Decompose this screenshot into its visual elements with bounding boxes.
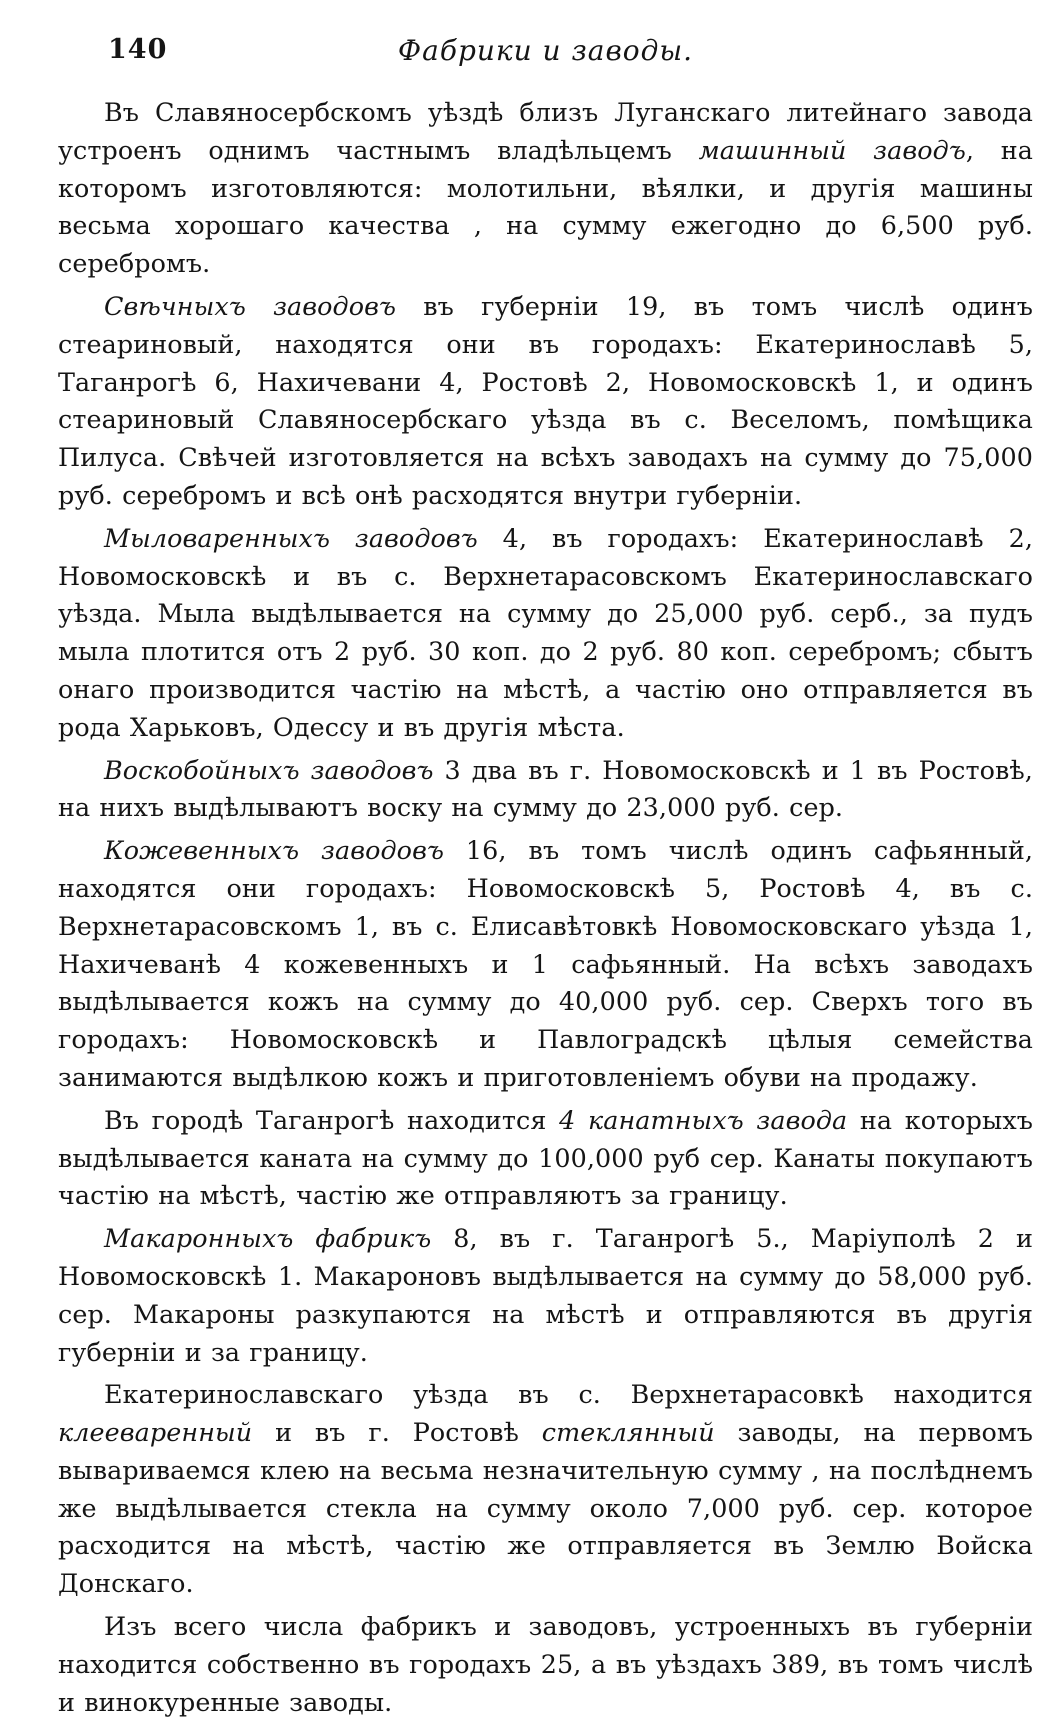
paragraph-wax-factories: Воскобойныхъ заводовъ 3 два въ г. Новомосковскѣ и 1 въ Ростовѣ, на нихъ выдѣлываютъ воску на сумму до 23,000 руб. сер. — [58, 754, 1033, 823]
emphasis-term: Свѣчныхъ заводовъ — [104, 290, 396, 321]
page-header — [58, 34, 1033, 76]
paragraph-totals: Изъ всего числа фабрикъ и заводовъ, устроенныхъ въ губерніи находится собственно въ городахъ 25, а въ уѣздахъ 389, въ томъ числѣ и винокуренные заводы. — [58, 1611, 1033, 1717]
paragraph-rope-factories: Въ городѣ Таганрогѣ находится 4 канатныхъ завода на которыхъ выдѣлывается каната на сумму до 100,000 руб сер. Канаты покупаютъ частію на мѣстѣ, частію же отправляютъ за границу. — [58, 1104, 1033, 1211]
emphasis-term: Воскобойныхъ заводовъ — [104, 754, 434, 785]
emphasis-term: 4 канатныхъ завода — [559, 1104, 848, 1135]
paragraph-machine-factory: Въ Славяносербскомъ уѣздѣ близъ Луганскаго литейнаго завода устроенъ однимъ частнымъ владѣльцемъ машинный заводъ, на которомъ изготовляются: молотильни, вѣялки, и другія машины весьма хорошаго качества , на сумму ежегодно до 6,500 руб. серебромъ. — [58, 97, 1033, 279]
paragraph-glue-glass-factories: Екатеринославскаго уѣзда въ с. Верхнетарасовкѣ находится клееваренный и въ г. Ростовѣ стеклянный заводы, на первомъ вывариваемся клею на весьма незначительную сумму , на послѣднемъ же выдѣлывается стекла на сумму около 7,000 руб. сер. которое расходится на мѣстѣ, частію же отправляется въ Землю Войска Донскаго. — [58, 1379, 1033, 1599]
paragraph-leather-factories: Кожевенныхъ заводовъ 16, въ томъ числѣ одинъ сафьянный, находятся они городахъ: Новомосковскѣ 5, Ростовѣ 4, въ с. Верхнетарасовскомъ 1, въ с. Елисавѣтовкѣ Новомосковскаго уѣзда 1, Нахичеванѣ 4 кожевенныхъ и 1 сафьянный. На всѣхъ заводахъ выдѣлывается кожъ на сумму до 40,000 руб. сер. Сверхъ того въ городахъ: Новомосковскѣ и Павлоградскѣ цѣлыя семейства занимаются выдѣлкою кожъ и приготовленіемъ обуви на продажу. — [58, 835, 1034, 1092]
emphasis-term: Макаронныхъ фабрикъ — [104, 1223, 432, 1254]
book-page — [58, 34, 1034, 1717]
emphasis-term: Мыловаренныхъ заводовъ — [104, 522, 478, 553]
running-title: Фабрики и заводы. — [397, 34, 694, 67]
emphasis-term: стеклянный — [541, 1417, 715, 1448]
emphasis-term: машинный заводъ — [698, 134, 966, 165]
paragraph-soap-factories: Мыловаренныхъ заводовъ 4, въ городахъ: Екатеринославѣ 2, Новомосковскѣ и въ с. Верхнетарасовскомъ Екатеринославскаго уѣзда. Мыла выдѣлывается на сумму до 25,000 руб. серб., за пудъ мыла плотится отъ 2 руб. 30 коп. до 2 руб. 80 коп. серебромъ; сбытъ онаго производится частію на мѣстѣ, а частію оно отправляется въ рода Харьковъ, Одессу и въ другія мѣста. — [58, 522, 1033, 742]
page-number: 140 — [108, 34, 168, 65]
emphasis-term: клееваренный — [58, 1417, 253, 1448]
paragraph-candle-factories: Свѣчныхъ заводовъ въ губерніи 19, въ томъ числѣ одинъ стеариновый, находятся они въ городахъ: Екатеринославѣ 5, Таганрогѣ 6, Нахичевани 4, Ростовѣ 2, Новомосковскѣ 1, и одинъ стеариновый Славяносербскаго уѣзда въ с. Веселомъ, помѣщика Пилуса. Свѣчей изготовляется на всѣхъ заводахъ на сумму до 75,000 руб. серебромъ и всѣ онѣ расходятся внутри губерніи. — [58, 290, 1033, 510]
emphasis-term: Кожевенныхъ заводовъ — [104, 835, 444, 866]
paragraph-macaroni-factories: Макаронныхъ фабрикъ 8, въ г. Таганрогѣ 5., Маріуполѣ 2 и Новомосковскѣ 1. Макароновъ выдѣлывается на сумму до 58,000 руб. сер. Макароны разкупаются на мѣстѣ и отправляются въ другія губерніи и за границу. — [58, 1223, 1033, 1367]
